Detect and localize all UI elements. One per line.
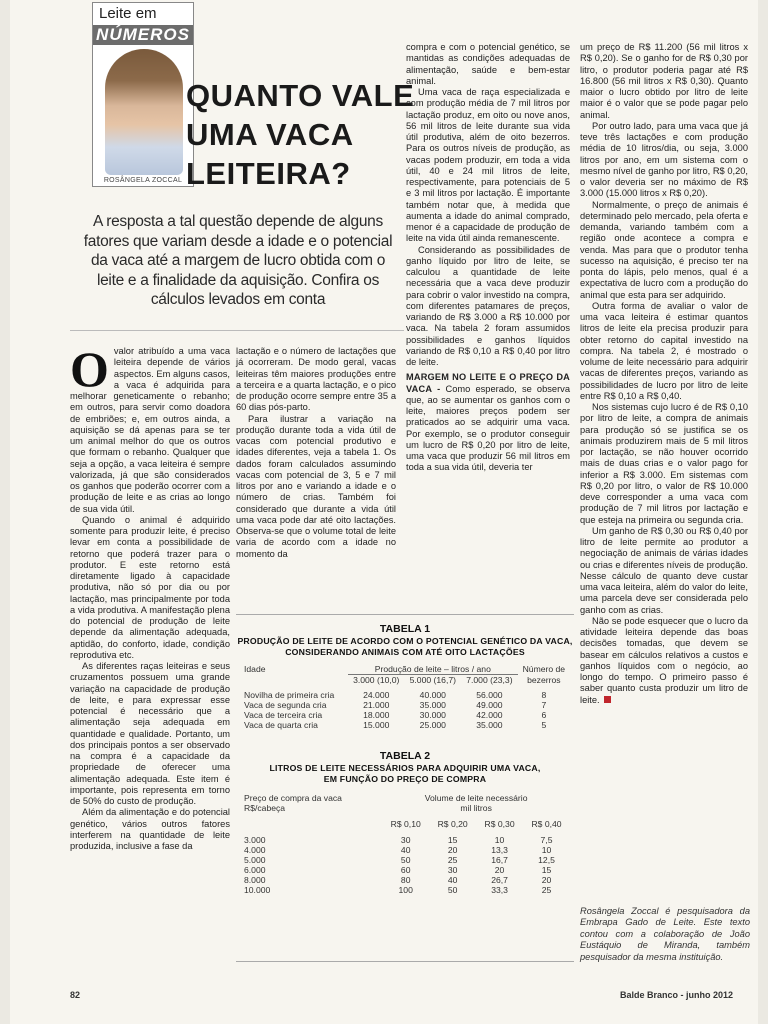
table-row: Vaca de quarta cria 15.000 25.000 35.000 5 (244, 720, 547, 730)
subhead: MARGEM NO LEITE E O PREÇO DA VACA - (406, 372, 570, 394)
table-2-title-line-1: LITROS DE LEITE NECESSÁRIOS PARA ADQUIRIR UMA VACA, (269, 763, 541, 773)
subheader: R$ 0,40 (531, 819, 562, 829)
paragraph: Para ilustrar a variação na produção durante toda a vida útil de vacas com potencial produtivo e idades diferentes, veja a tabela 1. Os dados foram calculados assumindo vacas com potencial de 3, 5 e 7 mil litros por ano e variando a idade e o número de crias. Também foi considerado que durante a vida útil uma vaca pode dar até oito lactações. Observa-se que o volume total de leite varia de acordo com a idade no momento da (236, 413, 396, 559)
column-1 (70, 341, 230, 852)
header-bezerros-1: Número de (522, 664, 566, 675)
table-1-label: TABELA 1 (379, 623, 431, 635)
paragraph: Além da alimentação e do potencial genético, vários outros fatores interferem na quantidade de leite produzida, inclusive a fase da (70, 807, 230, 851)
header-preco-1: Preço de compra da vaca (244, 793, 342, 803)
paragraph: Como esperado, se observa que, ao se aumentar os ganhos com o leite, maiores preços podem ser praticados ao se adquirir uma vaca. Por exemplo, se o produtor conseguir um lucro de R$ 0,20 por litro de leite, uma vaca que produzir 56 mil litros em toda a sua vida útil, deveria ter (406, 383, 570, 473)
table-1-title-line-1: PRODUÇÃO DE LEITE DE ACORDO COM O POTENCIAL GENÉTICO DA VACA, (237, 636, 573, 646)
table-row: 8.000 80 40 26,7 20 (244, 875, 552, 885)
table-row: 5.000 50 25 16,7 12,5 (244, 855, 555, 865)
paragraph: Um ganho de R$ 0,30 ou R$ 0,40 por litro de leite permite ao produtor a negociação de animais de várias idades ou crias e diferentes níveis de produção. Nesse cálculo de quanto deve custar uma vaca leiteira, além do valor do leite, uma parcela deve ser considerada pelo ganho com as crias. (580, 525, 748, 615)
header-bezerros-2: bezerros (527, 674, 561, 685)
column-3 (406, 42, 570, 474)
subheader: 7.000 (23,3) (461, 675, 518, 686)
paragraph: Por outro lado, para uma vaca que já teve três lactações e com produção média de 10 litros/dia, ou seja, 3.000 litros por ano, em um sistema com o mesmo nível de ganho por litro, R$ 0,20, o valor deveria ser no máximo de R$ 3.000 (15.000 litros x R$ 0,20). (580, 120, 748, 199)
paragraph: valor atribuído a uma vaca leiteira depende de vários aspectos. Em alguns casos, a vaca é adquirida para melhorar geneticamente o rebanho; em outros, para servir como doadora de embriões; e, em outros ainda, a aquisição se dá apenas para se ter um animal melhor do que os outros que formam o rebanho. Qualquer que seja a opção, a vaca leiteira é sempre valorizada, já que são considerados os ganhos que poderão ocorrer com a produção de leite e as crias ao longo de sua vida útil. (70, 346, 230, 514)
subheader: 5.000 (16,7) (405, 675, 462, 686)
table-row: 3.000 30 15 10 7,5 (244, 835, 553, 845)
drop-cap: O (70, 341, 109, 397)
paragraph: lactação e o número de lactações que já ocorreram. De modo geral, vacas leiteiras têm maiores produções entre a terceira e a quarta lactação, e o pico de produção ocorre sempre entre 35 a 60 dias pós-parto. (236, 346, 396, 413)
column-4 (580, 42, 748, 706)
table-1-title-line-2: CONSIDERANDO ANIMAIS COM ATÉ OITO LACTAÇÕES (285, 647, 525, 657)
publication-name: Balde Branco - junho 2012 (620, 990, 734, 1000)
end-mark-icon (604, 696, 611, 703)
title-line-2: UMA VACA (186, 117, 354, 152)
section-kicker (92, 2, 194, 187)
title-line-3: LEITEIRA? (186, 156, 351, 191)
author-caption: ROSÂNGELA ZOCCAL (103, 177, 183, 184)
title-line-1: QUANTO VALE (186, 78, 415, 113)
article-deck: A resposta a tal questão depende de alguns fatores que variam desde a idade e o potencial da vaca até a margem de lucro obtida com o leite e a finalidade da aquisição. Confira os cálculos levados em conta (83, 213, 393, 308)
table-2 (242, 793, 570, 895)
table-row: Vaca de terceira cria 18.000 30.000 42.000 6 (244, 710, 547, 720)
table-row: 6.000 60 30 20 15 (244, 865, 552, 875)
header-producao: Produção de leite – litros / ano (374, 664, 491, 674)
paragraph: As diferentes raças leiteiras e seus cruzamentos possuem uma grande variação na capacidade de produção de leite, e para expressar esse potencial é necessário que a alimentação seja adequada em quantidade e qualidade. Portanto, um dos principais pontos a ser observado na compra é a capacidade da propriedade de oferecer uma alimentação adequada. Este item é importante, pois representa em torno de 50% do custo de produção. (70, 661, 230, 806)
header-preco-2: R$/cabeça (244, 803, 286, 813)
kicker-bar-text: NÚMEROS (93, 25, 193, 45)
paragraph: Nos sistemas cujo lucro é de R$ 0,10 por litro de leite, a compra de animais para produção só se justifica se os animais produzirem mais de 5 mil litros por lactação, se não houver ocorrido mais de duas crias e o valor pago for inferior a R$ 3.000. Em sistemas com R$ 0,20 por litro, o valor de R$ 10.000 deve corresponder a uma vaca com produção de 7 mil litros por lactação e que esteja na primeira ou segunda cria. (580, 402, 748, 525)
paragraph: Outra forma de avaliar o valor de uma vaca leiteira é estimar quantos litros de leite ela precisa produzir para obter retorno do capital investido na compra. Na tabela 2, é mostrado o volume de leite necessário para adquirir vacas de diferentes preços, variando as possibilidades de lucro por litro de leite entre R$ 0,10 a R$ 0,40. (580, 300, 748, 401)
column-2 (236, 346, 396, 560)
table-row: Novilha de primeira cria 24.000 40.000 56.000 8 (244, 690, 547, 700)
subheader: R$ 0,30 (484, 819, 515, 829)
article-title (186, 76, 416, 193)
paragraph: compra e com o potencial genético, se mantidas as condições adequadas de alimentação, saúde e bem-estar animal. (406, 42, 570, 86)
table-row: 10.000 100 50 33,3 25 (244, 885, 552, 895)
subheader: R$ 0,20 (437, 819, 468, 829)
paragraph: Quando o animal é adquirido somente para produzir leite, é preciso levar em conta a possibilidade de retorno que poderá trazer para o produtor. E este retorno está diretamente ligado à capacidade produtiva, não só por dia ou por lactação, mas principalmente por toda a vida produtiva. A manifestação plena do potencial de produção de leite depende da alimentação adequada, aptidão, do conforto, idade, condição reprodutiva etc. (70, 514, 230, 660)
kicker-top-text: Leite em (99, 5, 157, 22)
paragraph: Uma vaca de raça especializada e com produção média de 7 mil litros por lactação produz, em oito ou nove anos, 56 mil litros de leite durante sua vida útil produtiva, além de oito bezerros. Para os outros níveis de produção, as vacas podem produzir, em toda a vida útil, 40 e 24 mil litros de leite, respectivamente, para potenciais de 5 e 3 mil litros por lactação. É importante também notar que, à medida que aumenta a idade do animal comprado, menor é a capacidade de produção de leite na vida útil ainda remanescente. (406, 87, 570, 244)
subheader: 3.000 (10,0) (348, 675, 405, 686)
page-number: 82 (70, 990, 81, 1000)
table-row: Vaca de segunda cria 21.000 35.000 49.000 7 (244, 700, 547, 710)
author-photo (105, 49, 183, 175)
table-1 (242, 664, 570, 730)
table-2-label: TABELA 2 (379, 750, 431, 762)
header-volume-2: mil litros (460, 803, 492, 813)
header-idade: Idade (244, 664, 266, 675)
table-row: 4.000 40 20 13,3 10 (244, 845, 552, 855)
subheader: R$ 0,10 (390, 819, 421, 829)
magazine-page (10, 0, 758, 1024)
paragraph: um preço de R$ 11.200 (56 mil litros x R$ 0,20). Se o ganho for de R$ 0,30 por litro, o produtor poderia pagar até R$ 16.800 (56 mil litros x R$ 0,30). Quanto maior o lucro obtido por litro de leite maior é o valor que se pode pagar pelo animal. (580, 42, 748, 120)
table-2-title-line-2: EM FUNÇÃO DO PREÇO DE COMPRA (323, 774, 487, 784)
paragraph: Normalmente, o preço de animais é determinado pelo mercado, pela oferta e demanda, variando também com a região onde acontece a compra e venda. Mas para que o produtor tenha sucesso na aquisição, é preciso ter na ponta do lápis, pelo menos, qual é a expectativa de lucro com a produção do animal que esta para ser adquirido. (580, 199, 748, 300)
paragraph: Não se pode esquecer que o lucro da atividade leiteira depende das boas decisões tomadas, que devem se basear em cálculos relativos a custos e ganhos líquidos com o negócio, ao longo do tempo. O primeiro passo é saber quanto custa produzir um litro de leite. (580, 615, 748, 705)
paragraph: Considerando as possibilidades de ganho líquido por litro de leite, se calculou a quantidade de leite necessária que a vaca deve produzir para cobrir o valor investido na compra, com diferentes patamares de preços, variando de R$ 3.000 a R$ 10.000 por vaca. Na tabela 2 foram assumidos possibilidades e ganhos líquidos variando de R$ 0,10 a R$ 0,40 por litro de leite. (406, 244, 570, 367)
header-volume-1: Volume de leite necessário (424, 793, 528, 803)
deck-divider (70, 330, 404, 331)
author-note: Rosângela Zoccal é pesquisadora da Embrapa Gado de Leite. Este texto contou com a colaboração de João Eustáquio de Miranda, também pesquisador da mesma instituição. (580, 906, 750, 962)
tables-box (236, 614, 574, 962)
